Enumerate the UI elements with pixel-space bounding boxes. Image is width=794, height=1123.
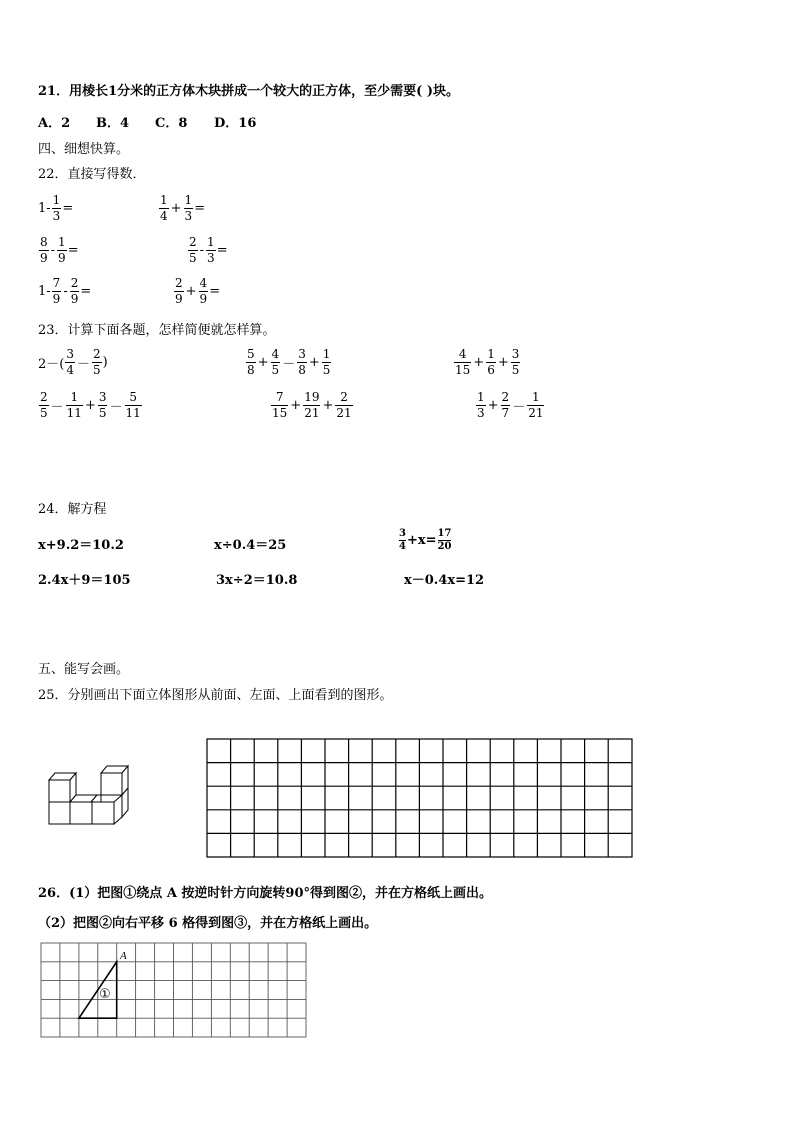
q23-expr-2: 5 8 + $\frac{4}{5}$ － 3 8 + $\frac{1}{5}$ (247, 347, 331, 377)
q21-option-d: D．16 (214, 116, 257, 131)
q25-stem: 25．分别画出下面立体图形从前面、左面、上面看到的图形。 (38, 688, 393, 703)
q22-item-4: 2 5 - $\frac{1}{3}$ = (189, 235, 228, 265)
point-a-label: A (120, 950, 127, 962)
q24-eq-4: 2.4x＋9＝105 (38, 573, 131, 588)
q24-eq-1: x+9.2＝10.2 (38, 538, 124, 553)
q23-expr-6: 1 3 + $\frac{2}{7}$ － 1 21 (477, 390, 544, 420)
cube-solid-figure (44, 760, 134, 830)
q23-stem: 23．计算下面各题，怎样简便就怎样算。 (38, 323, 276, 338)
q24-eq-2: x÷0.4＝25 (214, 538, 287, 553)
section-5-heading: 五、能写会画。 (38, 662, 130, 677)
q21-option-c: C．8 (155, 116, 188, 131)
section-4-heading: 四、细想快算。 (38, 142, 130, 157)
q25-answer-grid[interactable] (206, 738, 634, 859)
q22-stem: 22．直接写得数． (38, 167, 146, 182)
q26-part-2: （2）把图②向右平移 6 格得到图③，并在方格纸上画出。 (38, 916, 378, 931)
q22-item-5: 1- 7 9 - $\frac{2}{9}$ = (38, 276, 92, 306)
q23-expr-1: 2－( 3 4 － 2 5 ) (38, 347, 108, 377)
q26-grid-figure[interactable] (40, 942, 308, 1040)
q23-expr-4: 2 5 － 1 11 + $\frac{3}{5}$ － 5 11 (40, 390, 141, 420)
q22-item-6: 2 9 + $\frac{4}{9}$ = (175, 276, 221, 306)
q24-eq-6: x－0.4x=12 (404, 573, 485, 588)
q21-stem: 21．用棱长1分米的正方体木块拼成一个较大的正方体，至少需要( )块。 (38, 84, 459, 99)
q24-eq-5: 3x÷2＝10.8 (216, 573, 298, 588)
q21-option-a: A．2 (38, 116, 71, 131)
q24-stem: 24．解方程 (38, 502, 107, 517)
q21-option-b: B．4 (96, 116, 130, 131)
q26-part-1: 26．(1）把图①绕点 A 按逆时针方向旋转90°得到图②，并在方格纸上画出。 (38, 886, 493, 901)
q23-expr-5: 7 15 + $\frac{19}{21}$ + $\frac{2}{21}$ (272, 390, 352, 420)
q22-item-1: 1- $\frac{1}{3}$ = (38, 193, 74, 223)
q22-item-3: 8 9 - $\frac{1}{9}$ = (40, 235, 79, 265)
q23-expr-3: 4 15 + $\frac{1}{6}$ + $\frac{3}{5}$ (455, 347, 520, 377)
q22-item-2: 1 4 + $\frac{1}{3}$ = (160, 193, 206, 223)
shape-1-label: ① (99, 987, 111, 1002)
q24-eq-3: 3 4 +x= $\frac{17}{20}$ (399, 528, 452, 552)
